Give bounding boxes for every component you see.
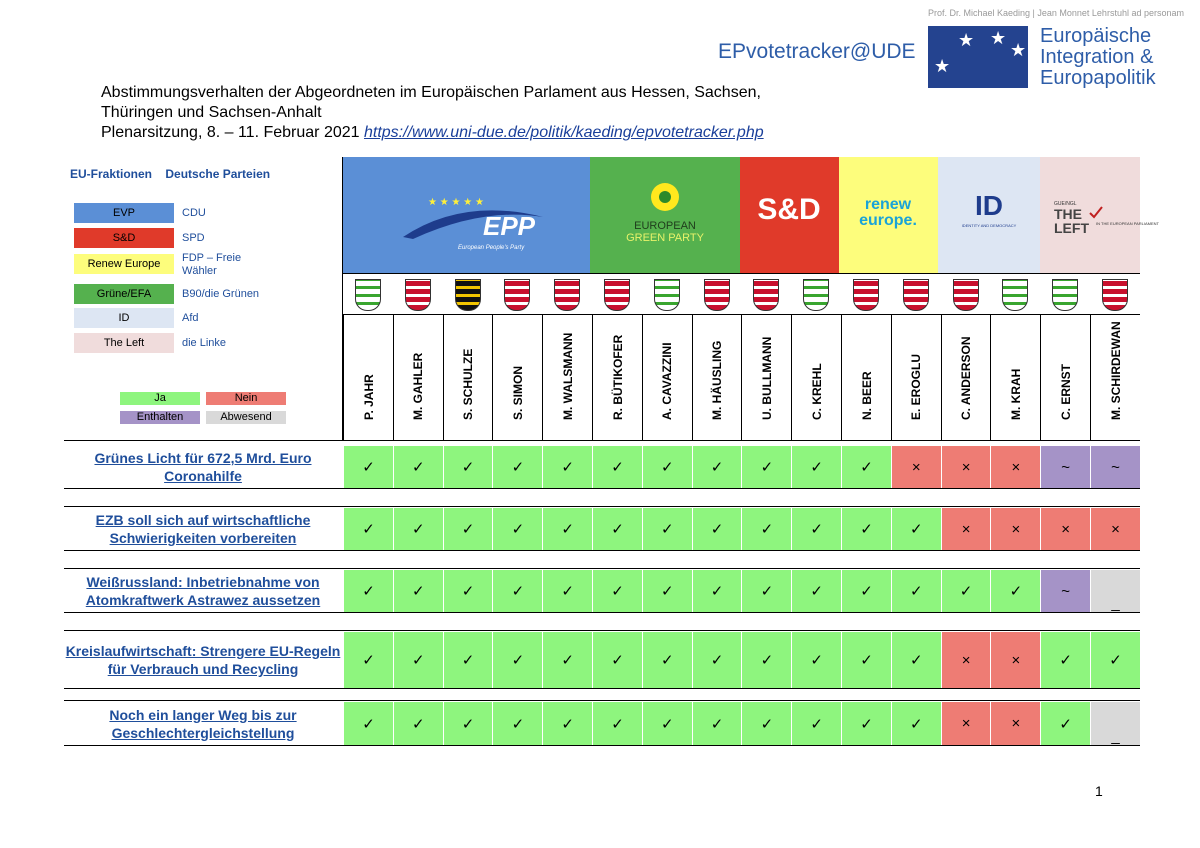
vote-ja-cell: ✓ (741, 570, 791, 612)
vote-ja-cell: ✓ (343, 702, 393, 745)
tracker-title: EPvotetracker@UDE (718, 40, 916, 63)
shield-icon (803, 279, 829, 311)
svg-text:IDENTITY AND DEMOCRACY: IDENTITY AND DEMOCRACY (961, 223, 1017, 228)
legend-party-label: SPD (182, 232, 205, 244)
member-name-cell (1090, 314, 1140, 440)
svg-text:europe.: europe. (859, 212, 917, 229)
credit-line: Prof. Dr. Michael Kaeding | Jean Monnet Lehrstuhl ad personam (928, 8, 1184, 18)
vote-ja-cell: ✓ (642, 446, 692, 488)
vote-ja-cell: ✓ (692, 446, 742, 488)
shield-icon (455, 279, 481, 311)
star-icon: ★ (1010, 40, 1027, 60)
vote-ja-cell: ✓ (841, 570, 891, 612)
title-line: Abstimmungsverhalten der Abgeordneten im Europäischen Parlament aus Hessen, Sachsen, (101, 84, 761, 101)
vote-ja-cell: ✓ (741, 702, 791, 745)
vote-enthalten-cell: ~ (1040, 446, 1090, 488)
member-name-cell (592, 314, 642, 440)
eu-stars-logo (928, 26, 1028, 88)
vote-ja-cell: ✓ (1040, 632, 1090, 688)
table-rule (64, 488, 1140, 489)
member-name-cell (492, 314, 542, 440)
vote-ja-cell: ✓ (642, 632, 692, 688)
table-rule (64, 630, 1140, 631)
vote-ja-cell: ✓ (492, 702, 542, 745)
id-logo-icon (938, 157, 1040, 273)
member-name-cell (393, 314, 443, 440)
member-name-cell (891, 314, 941, 440)
legend-party-label: CDU (182, 207, 206, 219)
state-coat-of-arms-icon (492, 276, 542, 314)
legend-group-box: S&D (74, 228, 174, 248)
svg-text:renew: renew (864, 196, 912, 213)
vote-ja-cell: ✓ (393, 702, 443, 745)
vote-nein-cell: × (990, 446, 1040, 488)
shield-icon (355, 279, 381, 311)
vote-ja-cell: ✓ (891, 702, 941, 745)
table-rule (64, 506, 1140, 507)
logo-id (938, 157, 1040, 273)
vote-ja-cell: ✓ (791, 632, 841, 688)
vote-nein-cell: × (891, 446, 941, 488)
renew-logo-icon (839, 157, 938, 273)
vote-topic-link[interactable]: Weißrussland: Inbetriebnahme von Atomkraftwerk Astrawez aussetzen (85, 574, 321, 608)
svg-text:THE: THE (1054, 206, 1082, 222)
shield-icon (1002, 279, 1028, 311)
vote-ja-cell: ✓ (741, 632, 791, 688)
vote-ja-cell: ✓ (891, 632, 941, 688)
key-abwesend: Abwesend (206, 411, 286, 424)
legend-party-label: B90/die Grünen (182, 288, 260, 300)
logo-left (1040, 157, 1159, 273)
vote-nein-cell: × (1040, 508, 1090, 550)
member-name-cell (841, 314, 891, 440)
shield-icon (504, 279, 530, 311)
svg-text:GUE/NGL: GUE/NGL (1054, 201, 1077, 207)
shield-icon (654, 279, 680, 311)
star-icon: ★ (934, 56, 951, 76)
state-coat-of-arms-icon (791, 276, 841, 314)
logo-line: Europäische (1040, 25, 1152, 47)
vote-topic-link[interactable]: Grünes Licht für 672,5 Mrd. Euro Coronahilfe (94, 450, 312, 484)
svg-text:EPP: EPP (483, 211, 536, 241)
logo-renew (839, 157, 938, 273)
member-name-cell (443, 314, 493, 440)
table-rule (343, 314, 1140, 315)
svg-text:IN THE EUROPEAN PARLIAMENT: IN THE EUROPEAN PARLIAMENT (1096, 221, 1159, 226)
member-name: C. ERNST (1058, 363, 1073, 420)
vote-topic-link[interactable]: Kreislaufwirtschaft: Strengere EU-Regeln für Verbrauch und Recycling (65, 643, 341, 677)
state-coat-of-arms-icon (642, 276, 692, 314)
state-coat-of-arms-icon (741, 276, 791, 314)
vote-ja-cell: ✓ (343, 632, 393, 688)
state-coat-of-arms-icon (692, 276, 742, 314)
vote-ja-cell: ✓ (891, 570, 941, 612)
state-coat-of-arms-icon (841, 276, 891, 314)
state-coat-of-arms-icon (1040, 276, 1090, 314)
star-icon: ★ (958, 30, 975, 50)
vote-ja-cell: ✓ (443, 570, 493, 612)
vote-ja-cell: ✓ (542, 508, 592, 550)
vote-ja-cell: ✓ (592, 446, 642, 488)
vote-ja-cell: ✓ (492, 508, 542, 550)
vote-ja-cell: ✓ (592, 632, 642, 688)
member-name: R. BÜTIKOFER (610, 334, 625, 420)
member-name-cell (741, 314, 791, 440)
shield-icon (1102, 279, 1128, 311)
vote-nein-cell: × (941, 446, 991, 488)
member-name-cell (941, 314, 991, 440)
vote-ja-cell: ✓ (791, 702, 841, 745)
vote-ja-cell: ✓ (891, 508, 941, 550)
vote-ja-cell: ✓ (592, 508, 642, 550)
member-name: P. JAHR (361, 374, 376, 420)
shield-icon (1052, 279, 1078, 311)
vote-ja-cell: ✓ (393, 570, 443, 612)
table-rule (64, 700, 1140, 701)
vote-ja-cell: ✓ (343, 508, 393, 550)
shield-icon (953, 279, 979, 311)
table-rule (343, 273, 1140, 274)
vote-nein-cell: × (941, 632, 991, 688)
vote-ja-cell: ✓ (542, 446, 592, 488)
chair-logo-text (1040, 26, 1156, 89)
legend-group-box: Renew Europe (74, 254, 174, 274)
page-number: 1 (1095, 783, 1103, 799)
vote-ja-cell: ✓ (1090, 632, 1140, 688)
legend-group-box: EVP (74, 203, 174, 223)
vote-ja-cell: ✓ (492, 632, 542, 688)
vote-ja-cell: ✓ (542, 702, 592, 745)
vote-ja-cell: ✓ (492, 446, 542, 488)
vote-nein-cell: × (990, 508, 1040, 550)
vote-ja-cell: ✓ (443, 508, 493, 550)
vote-abwesend-cell: _ (1090, 570, 1140, 612)
table-rule (64, 440, 1140, 441)
table-rule (64, 550, 1140, 551)
legend-group-box: Grüne/EFA (74, 284, 174, 304)
title-line (101, 123, 764, 143)
vote-topic-link[interactable]: Noch ein langer Weg bis zur Geschlechtergleichstellung (109, 706, 297, 741)
vote-ja-cell: ✓ (393, 632, 443, 688)
state-coat-of-arms-icon (990, 276, 1040, 314)
tracker-link[interactable]: https://www.uni-due.de/politik/kaeding/epvotetracker.php (363, 124, 764, 141)
state-coat-of-arms-icon (592, 276, 642, 314)
state-coat-of-arms-icon (343, 276, 393, 314)
title-line: Thüringen und Sachsen-Anhalt (101, 104, 322, 121)
vote-enthalten-cell: ~ (1090, 446, 1140, 488)
vote-abwesend-cell: _ (1090, 702, 1140, 745)
state-coat-of-arms-icon (393, 276, 443, 314)
member-name: C. ANDERSON (959, 336, 974, 420)
vote-ja-cell: ✓ (841, 632, 891, 688)
legend-group-box: ID (74, 308, 174, 328)
vote-ja-cell: ✓ (841, 702, 891, 745)
vote-ja-cell: ✓ (692, 508, 742, 550)
logo-sd (740, 157, 839, 273)
vote-ja-cell: ✓ (443, 702, 493, 745)
vote-ja-cell: ✓ (642, 508, 692, 550)
member-name-cell (791, 314, 841, 440)
legend-head-parteien: Deutsche Parteien (165, 167, 271, 181)
legend-group-box: The Left (74, 333, 174, 353)
vote-enthalten-cell: ~ (1040, 570, 1090, 612)
vote-ja-cell: ✓ (343, 446, 393, 488)
vote-ja-cell: ✓ (791, 570, 841, 612)
member-name: A. CAVAZZINI (660, 342, 675, 420)
vote-ja-cell: ✓ (343, 570, 393, 612)
vote-ja-cell: ✓ (393, 508, 443, 550)
svg-text:GREEN PARTY: GREEN PARTY (626, 232, 704, 244)
sd-logo-icon (740, 157, 839, 273)
vote-ja-cell: ✓ (741, 508, 791, 550)
legend-head-fraktionen: EU-Fraktionen (70, 167, 153, 181)
vote-ja-cell: ✓ (692, 632, 742, 688)
vote-ja-cell: ✓ (592, 570, 642, 612)
state-coat-of-arms-icon (443, 276, 493, 314)
table-rule (342, 157, 343, 440)
vote-ja-cell: ✓ (492, 570, 542, 612)
member-name-cell (642, 314, 692, 440)
state-coat-of-arms-icon (941, 276, 991, 314)
member-name-cell (1040, 314, 1090, 440)
shield-icon (554, 279, 580, 311)
table-rule (64, 568, 1140, 569)
table-rule (64, 688, 1140, 689)
epp-logo-icon (343, 157, 590, 273)
shield-icon (903, 279, 929, 311)
member-name: S. SIMON (510, 365, 525, 420)
legend-party-label: FDP – Freie Wähler (182, 252, 242, 277)
vote-ja-cell: ✓ (1040, 702, 1090, 745)
shield-icon (405, 279, 431, 311)
vote-ja-cell: ✓ (542, 570, 592, 612)
vote-ja-cell: ✓ (642, 570, 692, 612)
member-name: E. EROGLU (909, 353, 924, 420)
legend-header (70, 167, 280, 181)
vote-ja-cell: ✓ (990, 570, 1040, 612)
vote-ja-cell: ✓ (692, 570, 742, 612)
vote-ja-cell: ✓ (443, 632, 493, 688)
vote-ja-cell: ✓ (393, 446, 443, 488)
key-ja: Ja (120, 392, 200, 405)
vote-ja-cell: ✓ (941, 570, 991, 612)
star-icon: ★ (990, 28, 1007, 48)
svg-text:European People's Party: European People's Party (458, 245, 525, 251)
logo-line: Europapolitik (1040, 67, 1156, 89)
table-rule (64, 612, 1140, 613)
state-coat-of-arms-icon (1090, 276, 1140, 314)
table-rule (64, 745, 1140, 746)
member-name: M. KRAH (1008, 368, 1023, 420)
key-enthalten: Enthalten (120, 411, 200, 424)
vote-ja-cell: ✓ (791, 446, 841, 488)
vote-nein-cell: × (941, 508, 991, 550)
greens-logo-icon (590, 157, 740, 273)
member-name-cell (990, 314, 1040, 440)
svg-text:ID: ID (975, 190, 1003, 221)
member-name-cell (542, 314, 592, 440)
vote-nein-cell: × (1090, 508, 1140, 550)
svg-text:LEFT: LEFT (1054, 220, 1089, 236)
shield-icon (604, 279, 630, 311)
legend-party-label: die Linke (182, 337, 227, 349)
vote-ja-cell: ✓ (642, 702, 692, 745)
vote-nein-cell: × (990, 632, 1040, 688)
shield-icon (704, 279, 730, 311)
logo-greens (590, 157, 740, 273)
state-coat-of-arms-icon (891, 276, 941, 314)
member-name: C. KREHL (809, 363, 824, 420)
svg-text:★ ★ ★ ★ ★: ★ ★ ★ ★ ★ (428, 197, 484, 208)
shield-icon (753, 279, 779, 311)
logo-epp (343, 157, 590, 273)
member-name: N. BEER (859, 371, 874, 420)
document-title (101, 83, 764, 143)
member-name: U. BULLMANN (759, 336, 774, 420)
legend-party-label: Afd (182, 312, 199, 324)
member-name: M. HÄUSLING (710, 340, 725, 420)
member-name: S. SCHULZE (461, 348, 476, 420)
vote-ja-cell: ✓ (542, 632, 592, 688)
vote-nein-cell: × (990, 702, 1040, 745)
state-coat-of-arms-icon (542, 276, 592, 314)
member-name: M. GAHLER (411, 352, 426, 420)
session-date: Plenarsitzung, 8. – 11. Februar 2021 (101, 124, 360, 141)
vote-ja-cell: ✓ (741, 446, 791, 488)
vote-ja-cell: ✓ (841, 508, 891, 550)
member-name: M. WALSMANN (560, 332, 575, 420)
left-logo-icon (1040, 157, 1159, 273)
vote-ja-cell: ✓ (592, 702, 642, 745)
vote-ja-cell: ✓ (692, 702, 742, 745)
vote-ja-cell: ✓ (791, 508, 841, 550)
logo-line: Integration & (1040, 46, 1154, 68)
svg-text:S&D: S&D (757, 193, 821, 226)
vote-nein-cell: × (941, 702, 991, 745)
vote-topic-link[interactable]: EZB soll sich auf wirtschaftliche Schwierigkeiten vorbereiten (95, 512, 311, 546)
vote-ja-cell: ✓ (841, 446, 891, 488)
member-name-cell (343, 314, 393, 440)
member-name: M. SCHIRDEWAN (1108, 321, 1123, 420)
key-nein: Nein (206, 392, 286, 405)
svg-text:EUROPEAN: EUROPEAN (634, 220, 696, 232)
shield-icon (853, 279, 879, 311)
member-name-cell (692, 314, 742, 440)
vote-ja-cell: ✓ (443, 446, 493, 488)
